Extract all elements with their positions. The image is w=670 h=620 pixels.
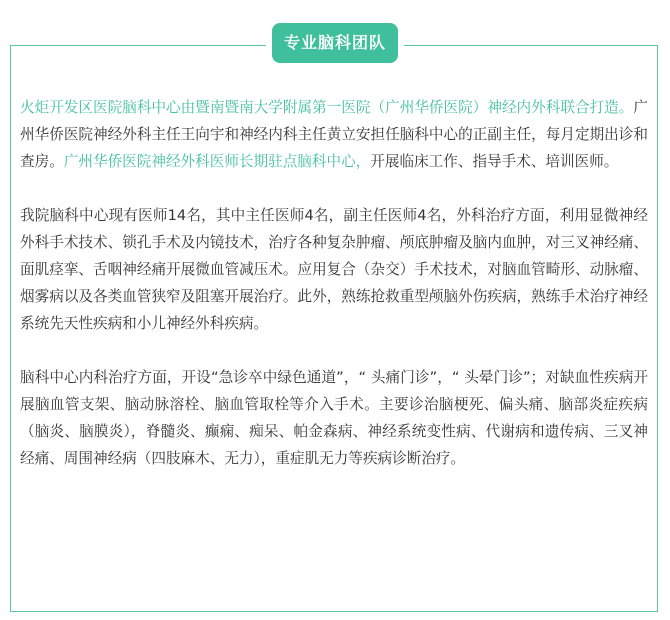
section-title: 专业脑科团队 <box>272 23 398 63</box>
highlight-cooperation: 火炬开发区医院脑科中心由暨南暨南大学附属第一医院（广州华侨医院）神经内外科联合打造。 <box>20 99 634 116</box>
intro-directors-text: 广州华侨医院神经外科主任王向宇和神经内科主任黄立安担任脑科中心的正副主任，每月定期出诊和查房。 <box>20 99 648 170</box>
paragraph-internal-medicine: 脑科中心内科治疗方面，开设“急诊卒中绿色通道”，“ 头痛门诊”，“ 头晕门诊”；对缺血性疾病开展脑血管支架、脑动脉溶栓、脑血管取栓等介入手术。主要诊治脑梗死、偏头痛、脑部炎症疾病（脑炎、脑膜炎），脊髓炎、癫痫、痴呆、帕金森病、神经系统变性病、代谢病和遗传病、三叉神经痛、周围神经病（四肢麻木、无力），重症肌无力等疾病诊断治疗。 <box>20 369 648 467</box>
paragraph-surgery: 我院脑科中心现有医师14名，其中主任医师4名，副主任医师4名，外科治疗方面，利用显微神经外科手术技术、锁孔手术及内镜技术，治疗各种复杂肿瘤、颅底肿瘤及脑内血肿，对三叉神经痛、面肌痉挛、舌咽神经痛开展微血管减压术。应用复合（杂交）手术技术，对脑血管畸形、动脉瘤、烟雾病以及各类血管狭窄及阻塞开展治疗。此外，熟练抢救重型颅脑外伤疾病，熟练手术治疗神经系统先天性疾病和小儿神经外科疾病。 <box>20 207 648 332</box>
title-badge-wrapper <box>0 22 670 64</box>
highlight-resident-doctors: 广州华侨医院神经外科医师长期驻点脑科中心， <box>63 153 371 170</box>
article-body <box>20 94 648 499</box>
title-badge-backdrop <box>266 22 404 64</box>
intro-duties-text: 开展临床工作、指导手术、培训医师。 <box>370 153 619 170</box>
paragraph-intro <box>20 94 648 175</box>
